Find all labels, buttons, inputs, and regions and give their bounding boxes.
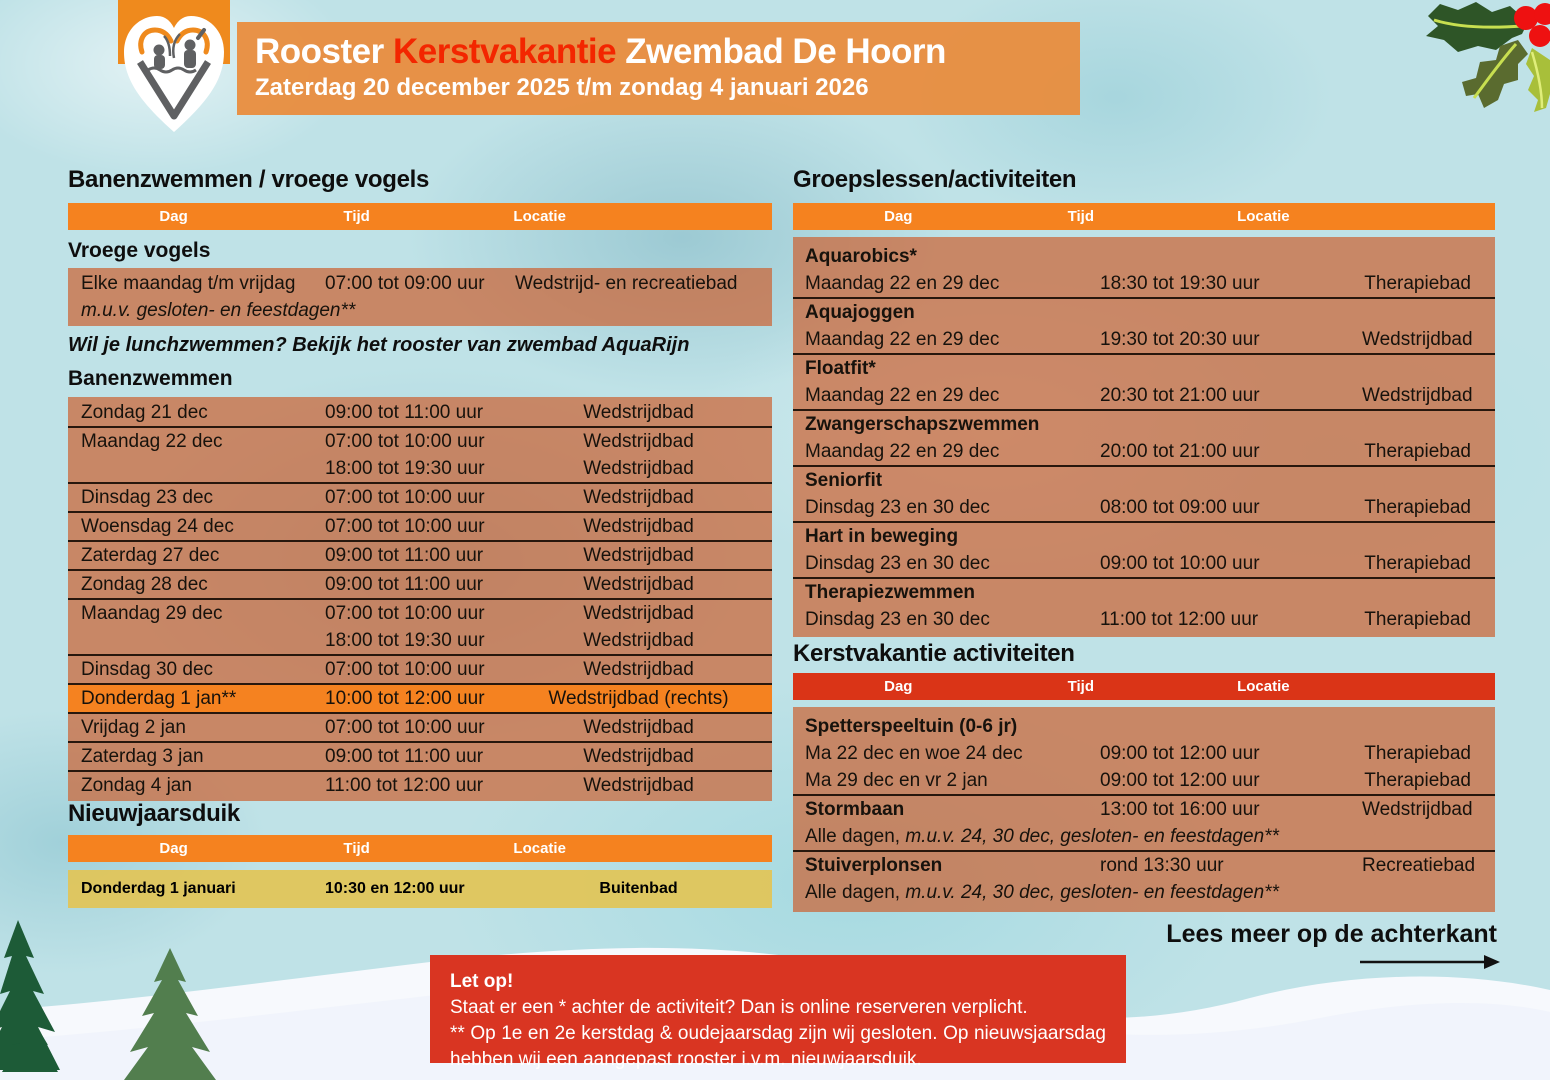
col-locatie: Locatie bbox=[513, 840, 566, 857]
nieuwjaarsduik-row bbox=[68, 870, 772, 908]
table-row bbox=[68, 772, 772, 799]
table-row bbox=[68, 399, 772, 426]
cell-locatie: Wedstrijdbad bbox=[583, 516, 694, 537]
cell-locatie: Wedstrijdbad bbox=[583, 659, 694, 680]
swimmers-heart-logo bbox=[118, 0, 230, 140]
banenzwemmen-group bbox=[68, 656, 772, 685]
banenzwemmen-group bbox=[68, 772, 772, 799]
table-row bbox=[68, 627, 772, 654]
vroege-vogels-note: m.u.v. gesloten- en feestdagen** bbox=[81, 300, 356, 321]
banenzwemmen-group bbox=[68, 685, 772, 714]
heading-nieuwjaarsduik: Nieuwjaarsduik bbox=[68, 800, 240, 827]
cell-locatie: Wedstrijdbad bbox=[583, 746, 694, 767]
cell-tijd: 09:00 tot 11:00 uur bbox=[325, 574, 484, 595]
activity-title: Zwangerschapszwemmen bbox=[805, 414, 1040, 435]
cell-tijd: 20:00 tot 21:00 uur bbox=[1100, 441, 1260, 462]
banenzwemmen-group bbox=[68, 484, 772, 513]
table-row bbox=[793, 852, 1495, 879]
letop-line1: Staat er een * achter de activiteit? Dan is online reserveren verplicht. bbox=[450, 997, 1028, 1018]
table-row bbox=[68, 270, 772, 297]
cell-locatie: Wedstrijdbad bbox=[583, 458, 694, 479]
note-italic: m.u.v. 24, 30 dec, gesloten- en feestdagen** bbox=[905, 882, 1279, 903]
activity-title: Stormbaan bbox=[805, 799, 905, 820]
page-subtitle: Zaterdag 20 december 2025 t/m zondag 4 januari 2026 bbox=[255, 74, 869, 101]
cell-locatie: Wedstrijdbad bbox=[1362, 329, 1473, 350]
groepsles-item bbox=[793, 411, 1495, 467]
page-title bbox=[255, 32, 1080, 72]
table-row bbox=[793, 494, 1495, 521]
heading-vroege-vogels: Vroege vogels bbox=[68, 239, 211, 262]
section-title-banenzwemmen-vroege-vogels: Banenzwemmen / vroege vogels bbox=[68, 166, 430, 193]
cell-locatie: Wedstrijdbad bbox=[583, 603, 694, 624]
table-row bbox=[793, 767, 1495, 794]
cell-locatie: Wedstrijdbad bbox=[583, 717, 694, 738]
cell-dag bbox=[68, 455, 325, 482]
activity-title: Seniorfit bbox=[805, 470, 883, 491]
activity-title: Aquajoggen bbox=[805, 302, 915, 323]
cell-tijd: 09:00 tot 11:00 uur bbox=[325, 402, 484, 423]
cell-locatie: Wedstrijdbad bbox=[1362, 385, 1473, 406]
cell-locatie: Therapiebad bbox=[1364, 743, 1471, 764]
letop-title: Let op! bbox=[450, 971, 514, 992]
cell-locatie: Therapiebad bbox=[1364, 497, 1471, 518]
note-prefix: Alle dagen, bbox=[805, 882, 906, 903]
cell-tijd: 09:00 tot 10:00 uur bbox=[1100, 553, 1260, 574]
section-title-groepslessen: Groepslessen/activiteiten bbox=[793, 166, 1077, 193]
lees-meer-text: Lees meer op de achterkant bbox=[1166, 920, 1497, 948]
banenzwemmen-group bbox=[68, 571, 772, 600]
cell-tijd: 09:00 tot 11:00 uur bbox=[325, 545, 484, 566]
cell-dag: Donderdag 1 jan** bbox=[81, 688, 237, 709]
cell-dag: Zaterdag 27 dec bbox=[81, 545, 220, 566]
cell-tijd: 11:00 tot 12:00 uur bbox=[1100, 609, 1259, 630]
banenzwemmen-group bbox=[68, 428, 772, 484]
cell-locatie: Wedstrijdbad bbox=[583, 545, 694, 566]
col-tijd: Tijd bbox=[1067, 678, 1095, 695]
cell-tijd: 07:00 tot 10:00 uur bbox=[325, 431, 485, 452]
groepsles-item bbox=[793, 523, 1495, 579]
cell-tijd: 19:30 tot 20:30 uur bbox=[1100, 329, 1260, 350]
cell-tijd: 10:30 en 12:00 uur bbox=[325, 880, 465, 897]
col-locatie: Locatie bbox=[513, 208, 566, 225]
activity-note bbox=[793, 823, 1495, 850]
activity-title: Aquarobics* bbox=[805, 246, 917, 267]
cell-dag: Maandag 22 en 29 dec bbox=[805, 441, 1000, 462]
cell-tijd: 07:00 tot 10:00 uur bbox=[325, 659, 485, 680]
cell-locatie: Wedstrijdbad (rechts) bbox=[548, 688, 729, 709]
table-row bbox=[793, 326, 1495, 353]
cell-tijd: 11:00 tot 12:00 uur bbox=[325, 775, 484, 796]
title-prefix: Rooster bbox=[255, 32, 384, 71]
lunch-note: Wil je lunchzwemmen? Bekijk het rooster van zwembad AquaRijn bbox=[68, 334, 690, 356]
table-row bbox=[68, 571, 772, 598]
cell-dag: Vrijdag 2 jan bbox=[81, 717, 186, 738]
groepsles-item bbox=[793, 467, 1495, 523]
table-row bbox=[793, 796, 1495, 823]
banenzwemmen-group bbox=[68, 399, 772, 428]
table-row bbox=[793, 550, 1495, 577]
title-highlight: Kerstvakantie bbox=[392, 32, 617, 71]
cell-dag: Elke maandag t/m vrijdag bbox=[81, 273, 296, 294]
title-suffix: Zwembad De Hoorn bbox=[625, 32, 946, 71]
right-arrow-icon bbox=[1360, 952, 1500, 972]
col-tijd: Tijd bbox=[1067, 208, 1095, 225]
banenzwemmen-group bbox=[68, 513, 772, 542]
cell-dag: Zondag 21 dec bbox=[81, 402, 208, 423]
groepslessen-rows bbox=[793, 237, 1495, 637]
note-prefix: Alle dagen, bbox=[805, 826, 906, 847]
table-row bbox=[68, 428, 772, 455]
cell-locatie: Therapiebad bbox=[1364, 553, 1471, 574]
cell-locatie: Wedstrijdbad bbox=[583, 630, 694, 651]
col-dag: Dag bbox=[159, 208, 188, 225]
cell-tijd: 20:30 tot 21:00 uur bbox=[1100, 385, 1260, 406]
cell-locatie: Wedstrijdbad bbox=[583, 487, 694, 508]
cell-dag: Maandag 22 en 29 dec bbox=[805, 385, 1000, 406]
table-row bbox=[68, 600, 772, 627]
col-tijd: Tijd bbox=[343, 840, 370, 857]
groepslessen-table-header bbox=[793, 203, 1495, 230]
cell-dag: Woensdag 24 dec bbox=[81, 516, 234, 537]
cell-dag: Ma 29 dec en vr 2 jan bbox=[805, 770, 988, 791]
cell-locatie: Therapiebad bbox=[1364, 770, 1471, 791]
activity-title: Floatfit* bbox=[805, 358, 876, 379]
cell-dag: Maandag 22 dec bbox=[81, 431, 223, 452]
banenzwemmen-group bbox=[68, 714, 772, 743]
letop-box bbox=[430, 955, 1126, 1070]
kerst-item bbox=[793, 713, 1495, 796]
banenzwemmen-group bbox=[68, 542, 772, 571]
cell-dag: Dinsdag 23 dec bbox=[81, 487, 214, 508]
cell-locatie: Therapiebad bbox=[1364, 273, 1471, 294]
kerst-item bbox=[793, 796, 1495, 852]
vroege-vogels-row bbox=[68, 268, 772, 326]
cell-locatie: Therapiebad bbox=[1364, 609, 1471, 630]
cell-dag: Dinsdag 30 dec bbox=[81, 659, 214, 680]
table-row bbox=[68, 656, 772, 683]
table-row bbox=[68, 870, 772, 908]
cell-tijd: 09:00 tot 12:00 uur bbox=[1100, 743, 1260, 764]
table-row bbox=[68, 685, 772, 712]
cell-tijd: 07:00 tot 10:00 uur bbox=[325, 487, 485, 508]
banenzwemmen-group bbox=[68, 743, 772, 772]
cell-tijd: rond 13:30 uur bbox=[1100, 855, 1224, 876]
table-row bbox=[68, 484, 772, 511]
cell-dag: Maandag 22 en 29 dec bbox=[805, 329, 1000, 350]
cell-dag: Zondag 4 jan bbox=[81, 775, 192, 796]
table-row bbox=[68, 455, 772, 482]
cell-locatie: Wedstrijdbad bbox=[1362, 799, 1473, 820]
kerstvakantie-table-header bbox=[793, 673, 1495, 700]
cell-locatie: Wedstrijdbad bbox=[583, 431, 694, 452]
cell-dag: Dinsdag 23 en 30 dec bbox=[805, 497, 990, 518]
cell-dag bbox=[68, 627, 325, 654]
pine-trees bbox=[0, 920, 290, 1080]
cell-tijd: 07:00 tot 09:00 uur bbox=[325, 273, 485, 294]
cell-locatie: Recreatiebad bbox=[1362, 855, 1476, 876]
col-locatie: Locatie bbox=[1237, 678, 1290, 695]
cell-tijd: 08:00 tot 09:00 uur bbox=[1100, 497, 1260, 518]
table-row bbox=[793, 740, 1495, 767]
cell-locatie: Therapiebad bbox=[1364, 441, 1471, 462]
col-dag: Dag bbox=[884, 208, 913, 225]
col-dag: Dag bbox=[884, 678, 913, 695]
kerstvakantie-rows bbox=[793, 707, 1495, 912]
cell-tijd: 18:00 tot 19:30 uur bbox=[325, 458, 485, 479]
activity-title: Hart in beweging bbox=[805, 526, 959, 547]
table-row bbox=[793, 270, 1495, 297]
heading-banenzwemmen: Banenzwemmen bbox=[68, 367, 233, 390]
cell-tijd: 07:00 tot 10:00 uur bbox=[325, 603, 485, 624]
table-row bbox=[68, 542, 772, 569]
table-row bbox=[68, 743, 772, 770]
cell-tijd: 07:00 tot 10:00 uur bbox=[325, 717, 485, 738]
cell-dag: Donderdag 1 januari bbox=[81, 880, 236, 897]
cell-tijd: 09:00 tot 11:00 uur bbox=[325, 746, 484, 767]
kerst-item bbox=[793, 852, 1495, 906]
cell-locatie: Wedstrijdbad bbox=[583, 775, 694, 796]
cell-tijd: 07:00 tot 10:00 uur bbox=[325, 516, 485, 537]
cell-locatie: Wedstrijdbad bbox=[583, 402, 694, 423]
table-row bbox=[793, 382, 1495, 409]
cell-dag: Maandag 29 dec bbox=[81, 603, 223, 624]
left-table-header bbox=[68, 203, 772, 230]
cell-tijd: 13:00 tot 16:00 uur bbox=[1100, 799, 1260, 820]
cell-tijd: 18:30 tot 19:30 uur bbox=[1100, 273, 1260, 294]
section-title-kerstvakantie: Kerstvakantie activiteiten bbox=[793, 640, 1075, 667]
nieuwjaarsduik-table-header bbox=[68, 835, 772, 862]
activity-title: Therapiezwemmen bbox=[805, 582, 975, 603]
col-dag: Dag bbox=[159, 840, 188, 857]
cell-tijd: 10:00 tot 12:00 uur bbox=[325, 688, 485, 709]
cell-dag: Zondag 28 dec bbox=[81, 574, 208, 595]
activity-title: Stuiverplonsen bbox=[805, 855, 943, 876]
groepsles-item bbox=[793, 299, 1495, 355]
banenzwemmen-rows bbox=[68, 397, 772, 801]
cell-locatie: Wedstrijdbad bbox=[583, 574, 694, 595]
activity-title: Spetterspeeltuin (0-6 jr) bbox=[805, 716, 1018, 737]
cell-dag: Zaterdag 3 jan bbox=[81, 746, 204, 767]
table-row bbox=[68, 513, 772, 540]
letop-line2: ** Op 1e en 2e kerstdag & oudejaarsdag zijn wij gesloten. Op nieuwsjaarsdag hebben wij een aangepast rooster i.v.m. nieuwjaarsduik. bbox=[450, 1023, 1106, 1070]
cell-dag: Maandag 22 en 29 dec bbox=[805, 273, 1000, 294]
table-row bbox=[793, 438, 1495, 465]
table-row bbox=[68, 714, 772, 741]
cell-locatie: Buitenbad bbox=[599, 880, 678, 897]
table-row bbox=[793, 606, 1495, 633]
col-tijd: Tijd bbox=[343, 208, 370, 225]
groepsles-item bbox=[793, 243, 1495, 299]
col-locatie: Locatie bbox=[1237, 208, 1290, 225]
header-title-box bbox=[237, 22, 1080, 115]
cell-tijd: 09:00 tot 12:00 uur bbox=[1100, 770, 1260, 791]
cell-dag: Dinsdag 23 en 30 dec bbox=[805, 553, 990, 574]
cell-locatie: Wedstrijd- en recreatiebad bbox=[515, 273, 738, 294]
note-italic: m.u.v. 24, 30 dec, gesloten- en feestdagen** bbox=[905, 826, 1279, 847]
banenzwemmen-group bbox=[68, 600, 772, 656]
activity-note bbox=[793, 879, 1495, 906]
cell-dag: Ma 22 dec en woe 24 dec bbox=[805, 743, 1023, 764]
holly-icon bbox=[1400, 0, 1550, 120]
groepsles-item bbox=[793, 579, 1495, 633]
groepsles-item bbox=[793, 355, 1495, 411]
cell-tijd: 18:00 tot 19:30 uur bbox=[325, 630, 485, 651]
cell-dag: Dinsdag 23 en 30 dec bbox=[805, 609, 990, 630]
